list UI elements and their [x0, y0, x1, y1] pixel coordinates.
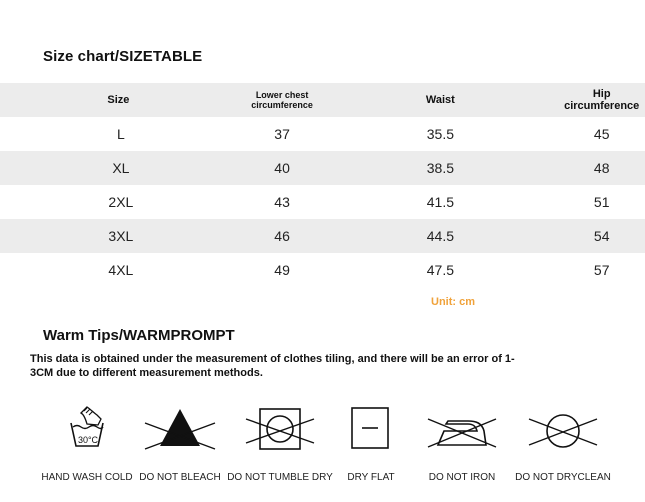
header-lower-chest: Lower chest circumference: [251, 90, 313, 110]
care-label: HAND WASH COLD: [41, 472, 133, 483]
care-item-no-iron: [407, 403, 517, 483]
cell-lower-chest: 40: [274, 160, 290, 176]
cell-waist: 47.5: [426, 262, 454, 278]
header-waist: Waist: [425, 94, 455, 106]
care-label: DO NOT TUMBLE DRY: [227, 472, 333, 483]
wash-temperature: 30°C: [77, 435, 99, 445]
size-table: [0, 83, 645, 287]
hand-wash-icon: [57, 403, 117, 453]
no-tumble-dry-icon: [242, 403, 318, 453]
care-label: DO NOT IRON: [428, 472, 496, 483]
header-size: Size: [107, 94, 130, 106]
no-bleach-icon: [142, 403, 218, 453]
care-label: DRY FLAT: [347, 472, 395, 483]
cell-hip: 57: [593, 262, 610, 278]
table-row: [0, 219, 645, 253]
cell-hip: 48: [593, 160, 610, 176]
cell-lower-chest: 43: [274, 194, 290, 210]
cell-hip: 51: [593, 194, 610, 210]
unit-note: Unit: cm: [431, 296, 475, 308]
cell-waist: 35.5: [426, 126, 454, 142]
cell-hip: 54: [593, 228, 610, 244]
dry-flat-icon: [341, 403, 401, 453]
cell-lower-chest: 49: [274, 262, 290, 278]
care-label: DO NOT DRYCLEAN: [515, 472, 611, 483]
no-dryclean-icon: [525, 403, 601, 453]
care-label: DO NOT BLEACH: [139, 472, 221, 483]
table-row: [0, 151, 645, 185]
table-row: [0, 253, 645, 287]
cell-lower-chest: 46: [274, 228, 290, 244]
care-instructions: [0, 403, 645, 493]
cell-waist: 44.5: [426, 228, 454, 244]
cell-size: 2XL: [108, 194, 134, 210]
cell-size: L: [116, 126, 125, 142]
table-row: [0, 185, 645, 219]
cell-size: 4XL: [108, 262, 134, 278]
cell-waist: 38.5: [426, 160, 454, 176]
cell-hip: 45: [593, 126, 610, 142]
table-header-row: [0, 83, 645, 117]
cell-size: 3XL: [108, 228, 134, 244]
no-iron-icon: [424, 403, 500, 453]
cell-waist: 41.5: [426, 194, 454, 210]
warm-tips-text: This data is obtained under the measurement of clothes tiling, and there will be an error of 1-3CM due to different measurement methods.: [30, 353, 515, 379]
cell-size: XL: [112, 160, 130, 176]
care-item-no-bleach: [125, 403, 235, 483]
size-chart-title: Size chart/SIZETABLE: [43, 48, 203, 65]
warm-tips-title: Warm Tips/WARMPROMPT: [43, 327, 235, 344]
cell-lower-chest: 37: [274, 126, 290, 142]
care-item-no-dryclean: [508, 403, 618, 483]
table-row: [0, 117, 645, 151]
header-hip: Hip circumference: [564, 88, 640, 112]
